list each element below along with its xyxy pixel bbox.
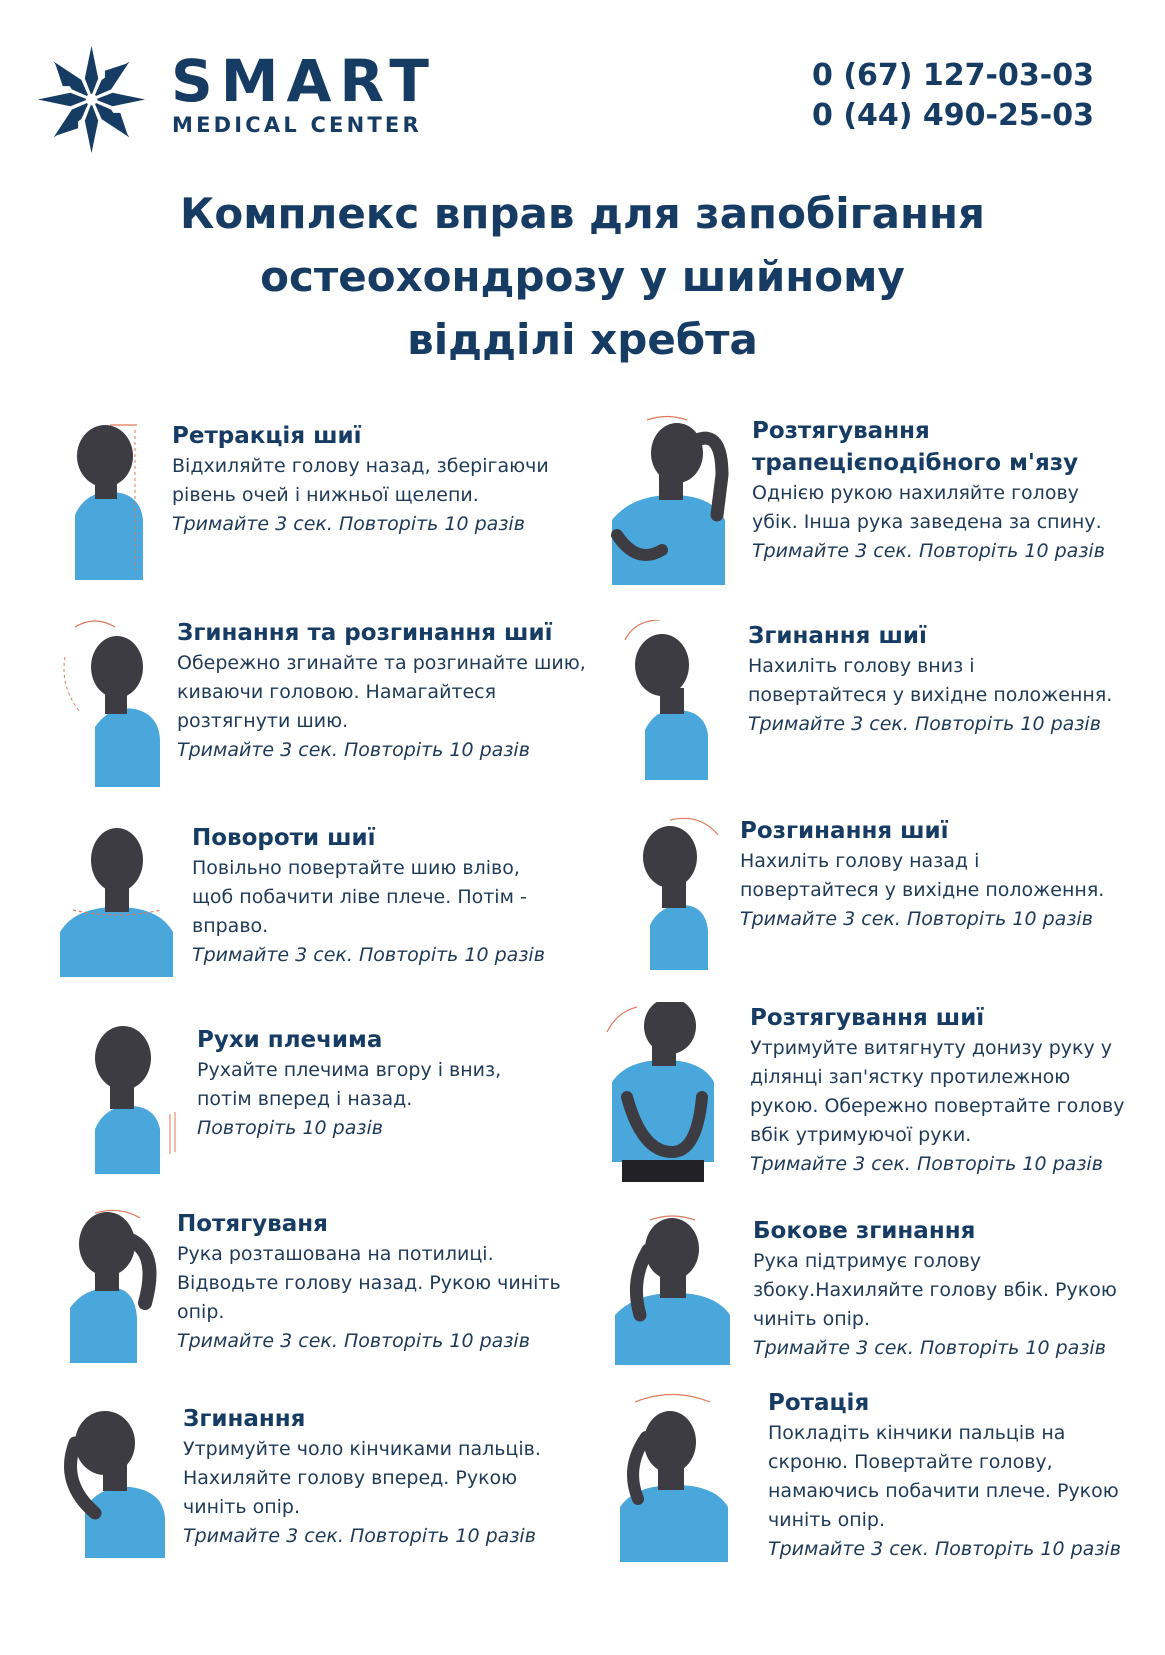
trapezius-stretch-figure-icon bbox=[607, 415, 737, 585]
exercise-title: Потягуваня bbox=[177, 1211, 328, 1237]
exercise-card bbox=[55, 617, 595, 792]
exercise-card bbox=[620, 620, 1150, 785]
neck-rotation-figure-icon bbox=[55, 822, 180, 977]
exercise-desc: Покладіть кінчики пальців на bbox=[768, 1422, 1066, 1444]
exercise-desc: Однією рукою нахиляйте голову bbox=[752, 482, 1079, 504]
exercise-repeat: Тримайте 3 сек. Повторіть 10 разів bbox=[177, 1330, 530, 1352]
brand-subtitle: MEDICAL CENTER bbox=[172, 113, 422, 137]
exercise-title: Бокове згинання bbox=[753, 1218, 976, 1244]
exercise-repeat: Тримайте 3 сек. Повторіть 10 разів bbox=[183, 1525, 536, 1547]
neck-stretch-figure-icon bbox=[602, 1002, 727, 1182]
exercise-desc: киваючи головою. Намагайтеся bbox=[177, 681, 497, 703]
exercise-desc: рівень очей і нижньої щелепи. bbox=[172, 484, 479, 506]
exercise-title: Розтягування шиї bbox=[750, 1005, 985, 1031]
neck-pull-figure-icon bbox=[65, 1208, 175, 1363]
phone-2[interactable]: 0 (44) 490-25-03 bbox=[812, 98, 1094, 133]
shoulder-shrug-figure-icon bbox=[75, 1024, 185, 1174]
exercise-desc: збоку.Нахиляйте голову вбік. Рукою bbox=[753, 1279, 1117, 1301]
brand-name: SMART bbox=[171, 47, 437, 115]
neck-flexion-figure-icon bbox=[620, 620, 720, 780]
exercise-card bbox=[630, 815, 1150, 975]
exercise-repeat: Тримайте 3 сек. Повторіть 10 разів bbox=[172, 513, 525, 535]
title-line-1: Комплекс вправ для запобігання bbox=[180, 189, 985, 238]
exercise-desc: Утримуйте чоло кінчиками пальців. bbox=[183, 1438, 541, 1460]
exercise-desc: Рука розташована на потилиці. bbox=[177, 1243, 494, 1265]
exercise-title: Згинання та розгинання шиї bbox=[177, 620, 553, 646]
exercise-desc: Утримуйте витягнуту донизу руку у bbox=[750, 1037, 1113, 1059]
exercise-repeat: Тримайте 3 сек. Повторіть 10 разів bbox=[768, 1538, 1121, 1560]
exercise-title: Ротація bbox=[768, 1390, 870, 1416]
exercise-desc: повертайтеся у вихідне положення. bbox=[748, 684, 1113, 706]
lateral-flexion-figure-icon bbox=[610, 1215, 740, 1365]
exercise-card bbox=[610, 1215, 1155, 1375]
exercise-desc: Нахиляйте голову вперед. Рукою bbox=[183, 1467, 518, 1489]
page-title bbox=[0, 182, 1165, 371]
exercise-card bbox=[602, 1002, 1152, 1187]
exercise-desc: Рухайте плечима вгору і вниз, bbox=[197, 1059, 502, 1081]
exercise-desc: чиніть опір. bbox=[753, 1308, 871, 1330]
exercise-repeat: Тримайте 3 сек. Повторіть 10 разів bbox=[177, 739, 530, 761]
exercise-desc: щоб побачити ліве плече. Потім - bbox=[192, 886, 527, 908]
exercise-repeat: Тримайте 3 сек. Повторіть 10 разів bbox=[752, 540, 1105, 562]
exercise-desc: розтягнути шию. bbox=[177, 710, 349, 732]
exercise-desc: Повільно повертайте шию вліво, bbox=[192, 857, 520, 879]
title-line-3: відділі хребта bbox=[407, 315, 758, 364]
exercise-repeat: Тримайте 3 сек. Повторіть 10 разів bbox=[748, 713, 1101, 735]
exercise-card bbox=[55, 1403, 595, 1563]
exercise-desc: чиніть опір. bbox=[768, 1509, 886, 1531]
exercise-title: Розтягування bbox=[752, 418, 930, 444]
exercise-desc: Відводьте голову назад. Рукою чиніть bbox=[177, 1272, 561, 1294]
exercise-desc: чиніть опір. bbox=[183, 1496, 301, 1518]
exercise-desc: повертайтеся у вихідне положення. bbox=[740, 879, 1105, 901]
exercise-title-line2: трапецієподібного м'язу bbox=[752, 450, 1079, 476]
exercise-desc: вправо. bbox=[192, 915, 269, 937]
neck-flexion-extension-figure-icon bbox=[55, 617, 165, 787]
exercise-title: Розгинання шиї bbox=[740, 818, 949, 844]
neck-extension-figure-icon bbox=[630, 815, 725, 970]
exercise-repeat: Тримайте 3 сек. Повторіть 10 разів bbox=[740, 908, 1093, 930]
exercise-desc: ділянці зап'ястку протилежною bbox=[750, 1066, 1071, 1088]
exercise-card bbox=[55, 420, 595, 580]
exercise-repeat: Тримайте 3 сек. Повторіть 10 разів bbox=[753, 1337, 1106, 1359]
exercise-title: Рухи плечима bbox=[197, 1027, 383, 1053]
exercise-desc: Рука підтримує голову bbox=[753, 1250, 982, 1272]
exercise-title: Повороти шиї bbox=[192, 825, 376, 851]
exercise-desc: опір. bbox=[177, 1301, 225, 1323]
neck-retraction-figure-icon bbox=[55, 420, 155, 580]
exercise-card bbox=[55, 822, 595, 982]
exercise-desc: Нахиліть голову назад і bbox=[740, 850, 980, 872]
exercise-title: Згинання bbox=[183, 1406, 306, 1432]
exercise-repeat: Тримайте 3 сек. Повторіть 10 разів bbox=[192, 944, 545, 966]
exercise-card bbox=[65, 1208, 595, 1368]
exercise-desc: убік. Інша рука заведена за спину. bbox=[752, 511, 1102, 533]
exercise-desc: скроню. Повертайте голову, bbox=[768, 1451, 1053, 1473]
phone-1[interactable]: 0 (67) 127-03-03 bbox=[812, 58, 1094, 93]
exercise-repeat: Повторіть 10 разів bbox=[197, 1117, 383, 1139]
exercise-desc: вбік утримуючої руки. bbox=[750, 1124, 972, 1146]
exercise-desc: рукою. Обережно повертайте голову bbox=[750, 1095, 1125, 1117]
exercise-title: Згинання шиї bbox=[748, 623, 927, 649]
exercise-card bbox=[75, 1024, 595, 1179]
exercise-card bbox=[607, 415, 1152, 595]
exercise-desc: Нахиліть голову вниз і bbox=[748, 655, 975, 677]
exercise-desc: Обережно згинайте та розгинайте шию, bbox=[177, 652, 586, 674]
exercise-title: Ретракція шиї bbox=[172, 423, 362, 449]
exercise-card bbox=[610, 1387, 1155, 1577]
rotation-resistance-figure-icon bbox=[610, 1387, 740, 1562]
exercise-desc: намаючись побачити плече. Рукою bbox=[768, 1480, 1119, 1502]
phone-numbers bbox=[812, 56, 1094, 136]
exercise-desc: потім вперед і назад. bbox=[197, 1088, 413, 1110]
title-line-2: остеохондрозу у шийному bbox=[260, 252, 905, 301]
exercise-desc: Відхиляйте голову назад, зберігаючи bbox=[172, 455, 549, 477]
snowflake-star-logo-icon bbox=[34, 42, 149, 157]
exercise-repeat: Тримайте 3 сек. Повторіть 10 разів bbox=[750, 1153, 1103, 1175]
forehead-flexion-figure-icon bbox=[55, 1403, 170, 1558]
